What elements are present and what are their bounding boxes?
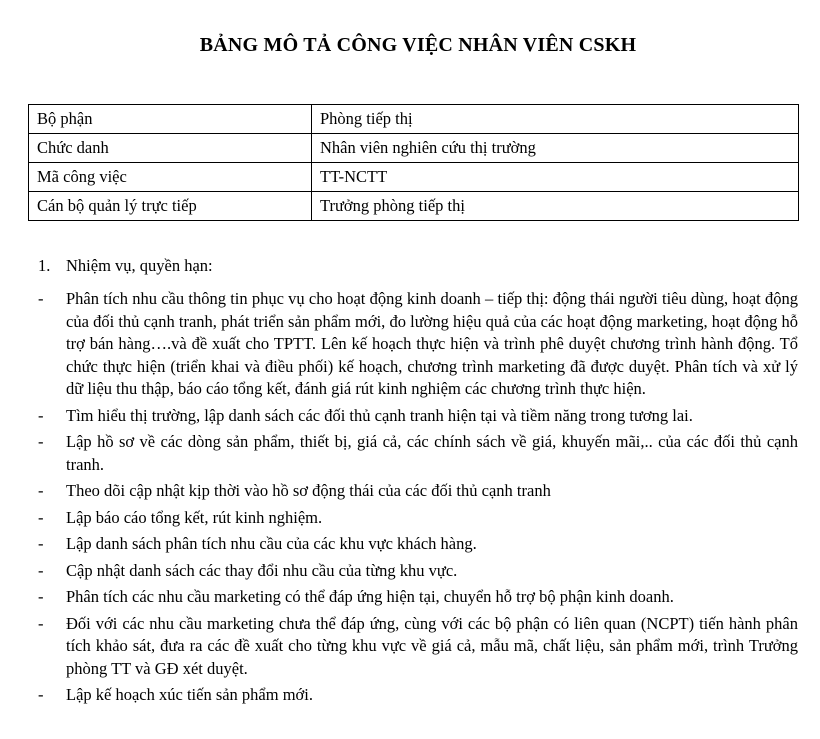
section-title: Nhiệm vụ, quyền hạn: xyxy=(66,256,213,275)
bullet-dash: - xyxy=(38,405,44,425)
info-label: Cán bộ quản lý trực tiếp xyxy=(29,192,312,221)
list-item xyxy=(38,480,798,503)
bullet-dash: - xyxy=(38,560,44,580)
bullet-dash: - xyxy=(38,587,44,606)
duty-text: Lập hồ sơ về các dòng sản phẩm, thiết bị, giá cả, các chính sách về giá, khuyến mãi,.. của các đối thủ cạnh tranh. xyxy=(66,432,798,474)
duty-text: Lập kế hoạch xúc tiến sản phẩm mới. xyxy=(66,685,313,704)
duties-list xyxy=(38,288,798,711)
info-value: TT-NCTT xyxy=(312,163,799,192)
info-value: Phòng tiếp thị xyxy=(312,105,799,134)
info-label: Bộ phận xyxy=(29,105,312,134)
duty-text: Đối với các nhu cầu marketing chưa thể đáp ứng, cùng với các bộ phận có liên quan (NCPT) tiến hành phân tích khảo sát, đưa ra các đề xuất cho từng khu vực về giá cả, mẫu mã, chất liệu, sản phẩm mới, trình Trưởng phòng TT và GĐ xét duyệt. xyxy=(66,613,798,678)
bullet-dash: - xyxy=(38,613,44,633)
list-item xyxy=(38,405,798,428)
bullet-dash: - xyxy=(38,507,44,527)
info-label: Chức danh xyxy=(29,134,312,163)
info-row-position xyxy=(29,134,799,163)
list-item xyxy=(38,431,798,476)
duty-text: Phân tích các nhu cầu marketing có thể đáp ứng hiện tại, chuyển hỗ trợ bộ phận kinh doanh. xyxy=(66,587,674,606)
bullet-dash: - xyxy=(38,534,44,553)
duty-text: Lập danh sách phân tích nhu cầu của các khu vực khách hàng. xyxy=(66,534,477,553)
section-heading xyxy=(38,256,213,276)
bullet-dash: - xyxy=(38,481,44,500)
bullet-dash: - xyxy=(38,289,44,308)
info-row-department xyxy=(29,105,799,134)
duty-text: Lập báo cáo tổng kết, rút kinh nghiệm. xyxy=(66,507,323,527)
list-item xyxy=(38,507,798,530)
list-item xyxy=(38,684,798,707)
document-title: BẢNG MÔ TẢ CÔNG VIỆC NHÂN VIÊN CSKH xyxy=(199,34,637,56)
job-info-table xyxy=(28,104,799,221)
list-item xyxy=(38,613,798,681)
bullet-dash: - xyxy=(38,685,44,704)
list-item xyxy=(38,288,798,401)
info-label: Mã công việc xyxy=(29,163,312,192)
bullet-dash: - xyxy=(38,432,44,451)
info-value: Nhân viên nghiên cứu thị trường xyxy=(312,134,799,163)
info-row-job-code xyxy=(29,163,799,192)
section-number: 1. xyxy=(38,256,51,275)
duty-text: Phân tích nhu cầu thông tin phục vụ cho hoạt động kinh doanh – tiếp thị: động thái người tiêu dùng, hoạt động của đối thủ cạnh tranh, phát triển sản phẩm mới, đo lường hiệu quả của các hoạt động marketing, hoạt động hỗ trợ bán hàng….và đề xuất cho TPTT. Lên kế hoạch thực hiện và trình phê duyệt chương trình hành động. Tổ chức thực hiện (triển khai và điều phối) kế hoạch, chương trình marketing đã được duyệt. Phân tích và xử lý dữ liệu thu thập, báo cáo tổng kết, đánh giá rút kinh nghiệm các chương trình thực hiện. xyxy=(66,289,798,398)
duty-text: Theo dõi cập nhật kịp thời vào hồ sơ động thái của các đối thủ cạnh tranh xyxy=(66,481,551,500)
list-item xyxy=(38,533,798,556)
info-row-manager xyxy=(29,192,799,221)
duty-text: Cập nhật danh sách các thay đổi nhu cầu của từng khu vực. xyxy=(66,560,458,580)
duty-text: Tìm hiểu thị trường, lập danh sách các đối thủ cạnh tranh hiện tại và tiềm năng trong tương lai. xyxy=(66,405,693,425)
list-item xyxy=(38,560,798,583)
info-value: Trưởng phòng tiếp thị xyxy=(312,192,799,221)
list-item xyxy=(38,586,798,609)
